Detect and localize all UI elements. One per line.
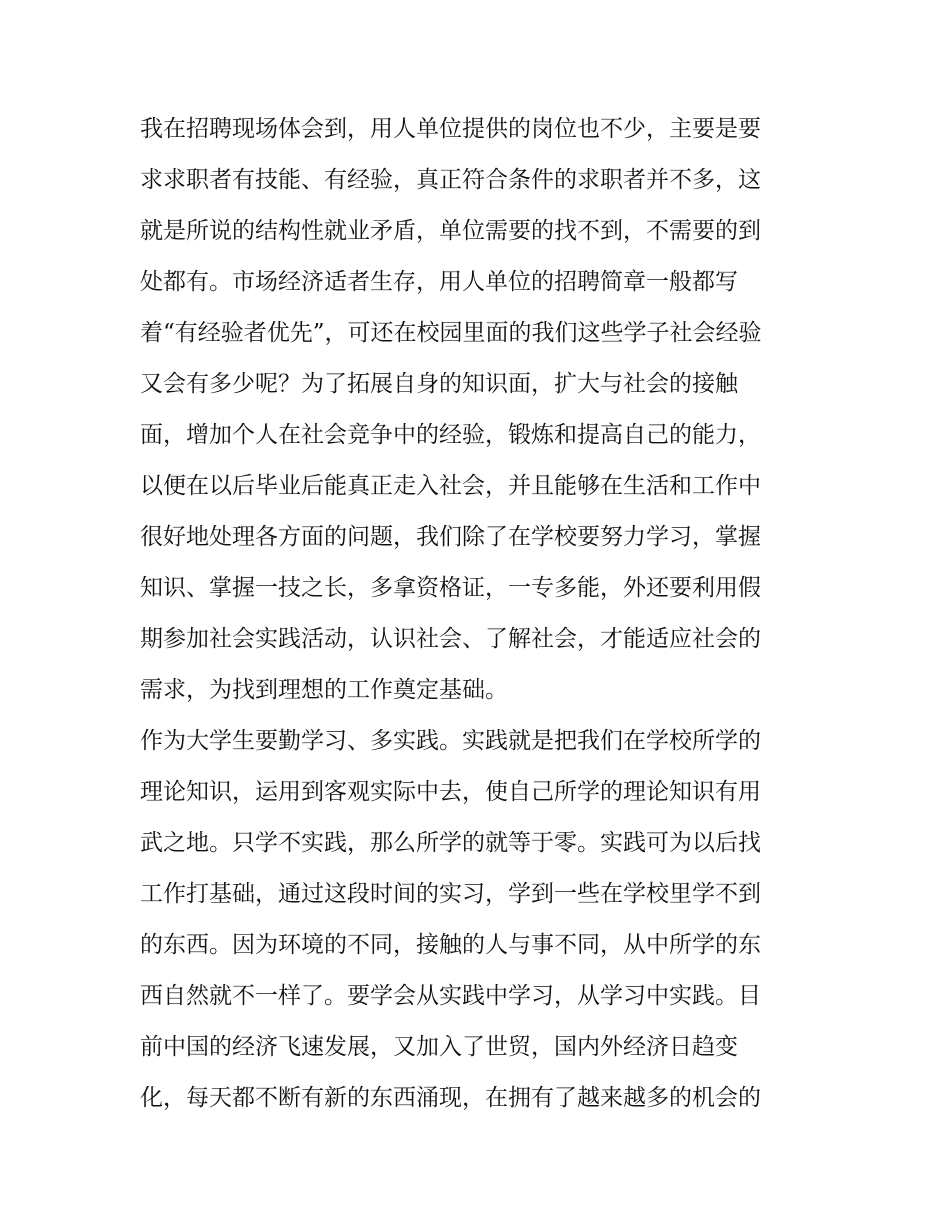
text-line: 期参加社会实践活动，认识社会、了解社会，才能适应社会的: [140, 626, 761, 652]
text-line: 面，增加个人在社会竞争中的经验，锻炼和提高自己的能力，: [140, 422, 761, 448]
text-line: 武之地。只学不实践，那么所学的就等于零。实践可为以后找: [140, 830, 761, 856]
text-line: 工作打基础，通过这段时间的实习，学到一些在学校里学不到: [140, 881, 761, 907]
text-line: 前中国的经济飞速发展，又加入了世贸，国内外经济日趋变: [140, 1034, 738, 1060]
text-line: 就是所说的结构性就业矛盾，单位需要的找不到，不需要的到: [140, 218, 761, 244]
text-line: 西自然就不一样了。要学会从实践中学习，从学习中实践。目: [140, 983, 761, 1009]
text-line: 知识、掌握一技之长，多拿资格证，一专多能，外还要利用假: [140, 575, 761, 601]
text-line: 处都有。市场经济适者生存，用人单位的招聘简章一般都写: [140, 269, 738, 295]
text-line: 理论知识，运用到客观实际中去，使自己所学的理论知识有用: [140, 779, 761, 805]
text-line: 着“有经验者优先”，可还在校园里面的我们这些学子社会经验: [140, 320, 762, 346]
paragraph-1: [140, 104, 820, 716]
text-line: 作为大学生要勤学习、多实践。实践就是把我们在学校所学的: [140, 728, 761, 754]
text-line: 以便在以后毕业后能真正走入社会，并且能够在生活和工作中: [140, 473, 761, 499]
text-line: 又会有多少呢？为了拓展自身的知识面，扩大与社会的接触: [140, 371, 738, 397]
text-line: 我在招聘现场体会到，用人单位提供的岗位也不少，主要是要: [140, 116, 761, 142]
text-line: 很好地处理各方面的问题，我们除了在学校要努力学习，掌握: [140, 524, 761, 550]
text-line: 需求，为找到理想的工作奠定基础。: [140, 677, 508, 703]
text-line: 求求职者有技能、有经验，真正符合条件的求职者并不多，这: [140, 167, 761, 193]
text-line: 化，每天都不断有新的东西涌现，在拥有了越来越多的机会的: [140, 1085, 761, 1111]
text-line: 的东西。因为环境的不同，接触的人与事不同，从中所学的东: [140, 932, 761, 958]
paragraph-2: [140, 716, 820, 1124]
document-body: [140, 104, 820, 1124]
